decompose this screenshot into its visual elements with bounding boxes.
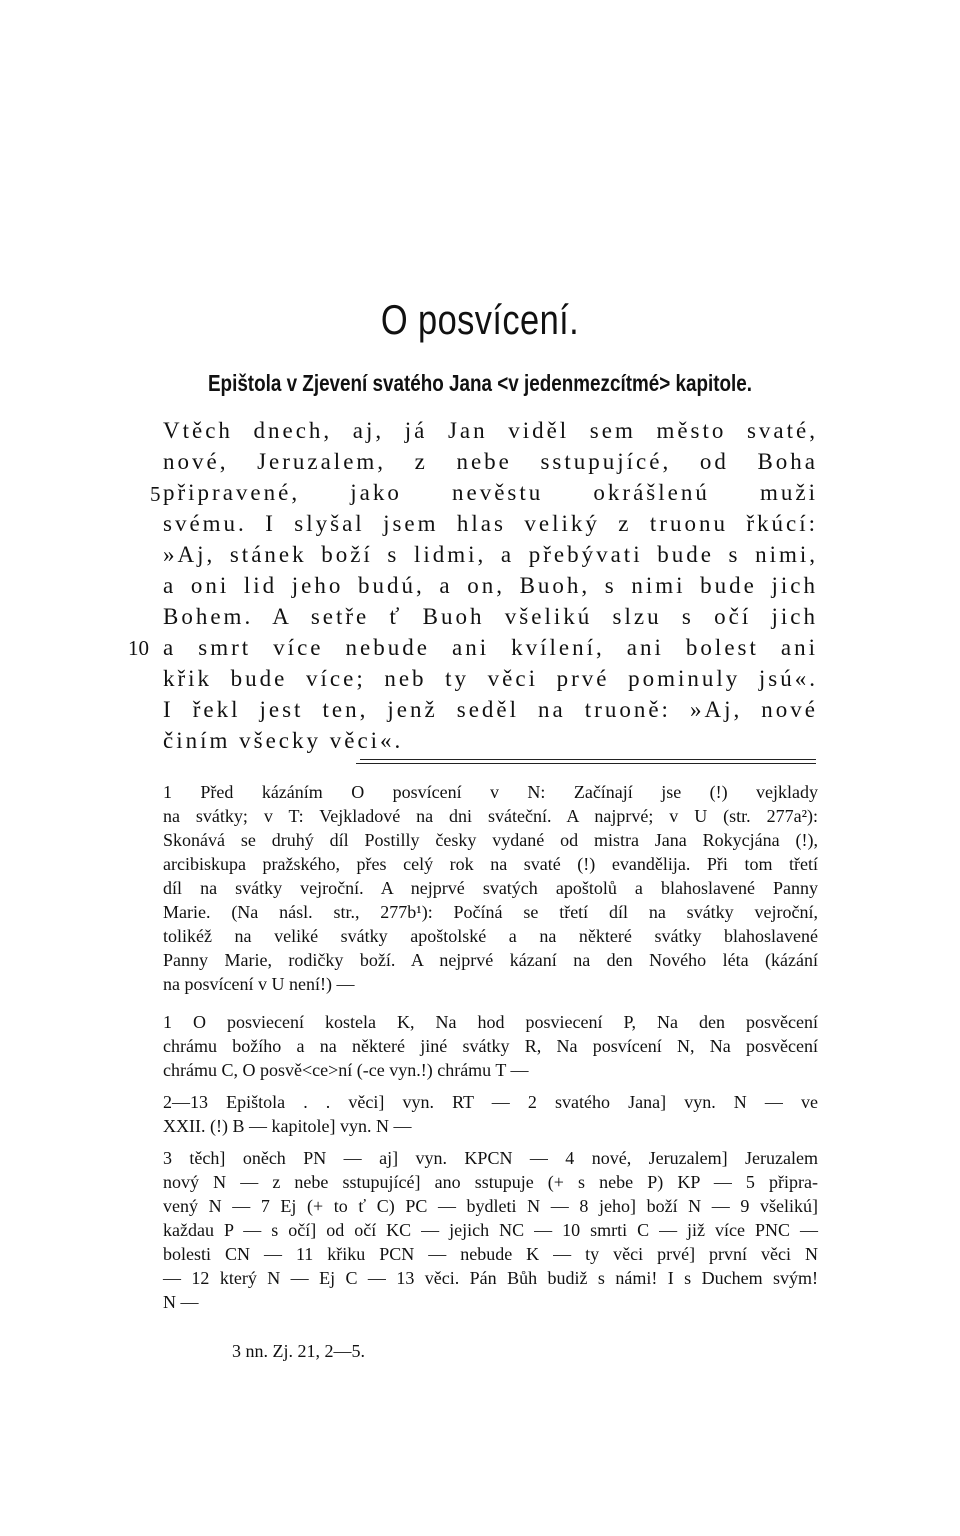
line-number: 5 [150,482,161,506]
footnote-line: na svátky; v T: Vejkladové na dni sváteční. A najprvé; v U (str. 277a²): [163,806,818,826]
apparatus-line: chrámu božího a na některé jiné svátky R, Na posvícení N, Na posvěcení [163,1036,818,1056]
footnote-line: Panny Marie, rodičky boží. A nejprvé kázaní na den Nového léta (kázání [163,950,818,970]
apparatus-line: 1 O posviecení kostela K, Na hod posviecení P, Na den posvěcení [163,1012,818,1032]
apparatus-line: bolesti CN — 11 křiku PCN — nebude K — ty věci prvé] první věci N [163,1244,818,1264]
footnote-line: Skonává se druhý díl Postilly česky vydané od mistra Jana Rokycjána (!), [163,830,818,850]
footnote-divider [360,759,816,760]
apparatus-line: 3 těch] oněch PN — aj] vyn. KPCN — 4 nové, Jeruzalem] Jeruzalem [163,1148,818,1168]
verse-line: připravené, jako nevěstu okrášlenú muži [163,480,818,505]
page-title: O posvícení. [380,296,580,343]
footnote-line: Marie. (Na násl. str., 277b¹): Počíná se třetí díl na svátky vejroční, [163,902,818,922]
footnote-line: díl na svátky vejroční. A nejprvé svatých apoštolů a blahoslavené Panny [163,878,818,898]
apparatus-line: vený N — 7 Ej (+ to ť C) PC — bydleti N — 8 jeho] boží N — 9 všelikú] [163,1196,818,1216]
footnote-line: tolikéž na veliké svátky apoštolské a na některé svátky blahoslavené [163,926,818,946]
apparatus-line: nový N — z nebe sstupujícé] ano sstupuje (+ s nebe P) KP — 5 připra- [163,1172,818,1192]
line-number: 10 [128,636,149,660]
verse-line: nové, Jeruzalem, z nebe sstupujícé, od Boha [163,449,818,474]
scripture-reference: 3 nn. Zj. 21, 2—5. [232,1341,365,1361]
apparatus-line: každau P — s očí] od očí KC — jejich NC — 10 smrti C — již více PNC — [163,1220,818,1240]
verse-line: Bohem. A setře ť Buoh všelikú slzu s očí jich [163,604,818,629]
footnote-line: arcibiskupa pražského, přes celý rok na svaté (!) evandělija. Při tom třetí [163,854,818,874]
footnote-line: 1 Před kázáním O posvícení v N: Začínají jse (!) vejklady [163,782,818,802]
verse-line: křik bude více; neb ty věci prvé pominuly jsú«. [163,666,818,691]
verse-line: a oni lid jeho budú, a on, Buoh, s nimi bude jich [163,573,818,598]
verse-line: činím všecky věci«. [163,728,404,753]
verse-line: a smrt více nebude ani kvílení, ani bolest ani [163,635,818,660]
footnote-line: na posvícení v U není!) — [163,974,355,994]
section-subtitle: Epištola v Zjevení svatého Jana <v jedenmezcítmé> kapitole. [207,370,753,396]
apparatus-line: — 12 který N — Ej C — 13 věci. Pán Bůh budiž s námi! I s Duchem svým! [163,1268,818,1288]
footnote-divider [356,763,816,764]
apparatus-line: chrámu C, O posvě<ce>ní (-ce vyn.!) chrámu T — [163,1060,529,1080]
verse-line: I řekl jest ten, jenž seděl na truoně: »Aj, nové [163,697,818,722]
apparatus-line: 2—13 Epištola . . věci] vyn. RT — 2 svatého Jana] vyn. N — ve [163,1092,818,1112]
verse-line: »Aj, stánek boží s lidmi, a přebývati bude s nimi, [163,542,818,567]
apparatus-line: N — [163,1292,199,1312]
apparatus-line: XXII. (!) B — kapitole] vyn. N — [163,1116,412,1136]
verse-line: Vtěch dnech, aj, já Jan viděl sem město svaté, [163,418,818,443]
verse-line: svému. I slyšal jsem hlas veliký z truonu řkúcí: [163,511,818,536]
